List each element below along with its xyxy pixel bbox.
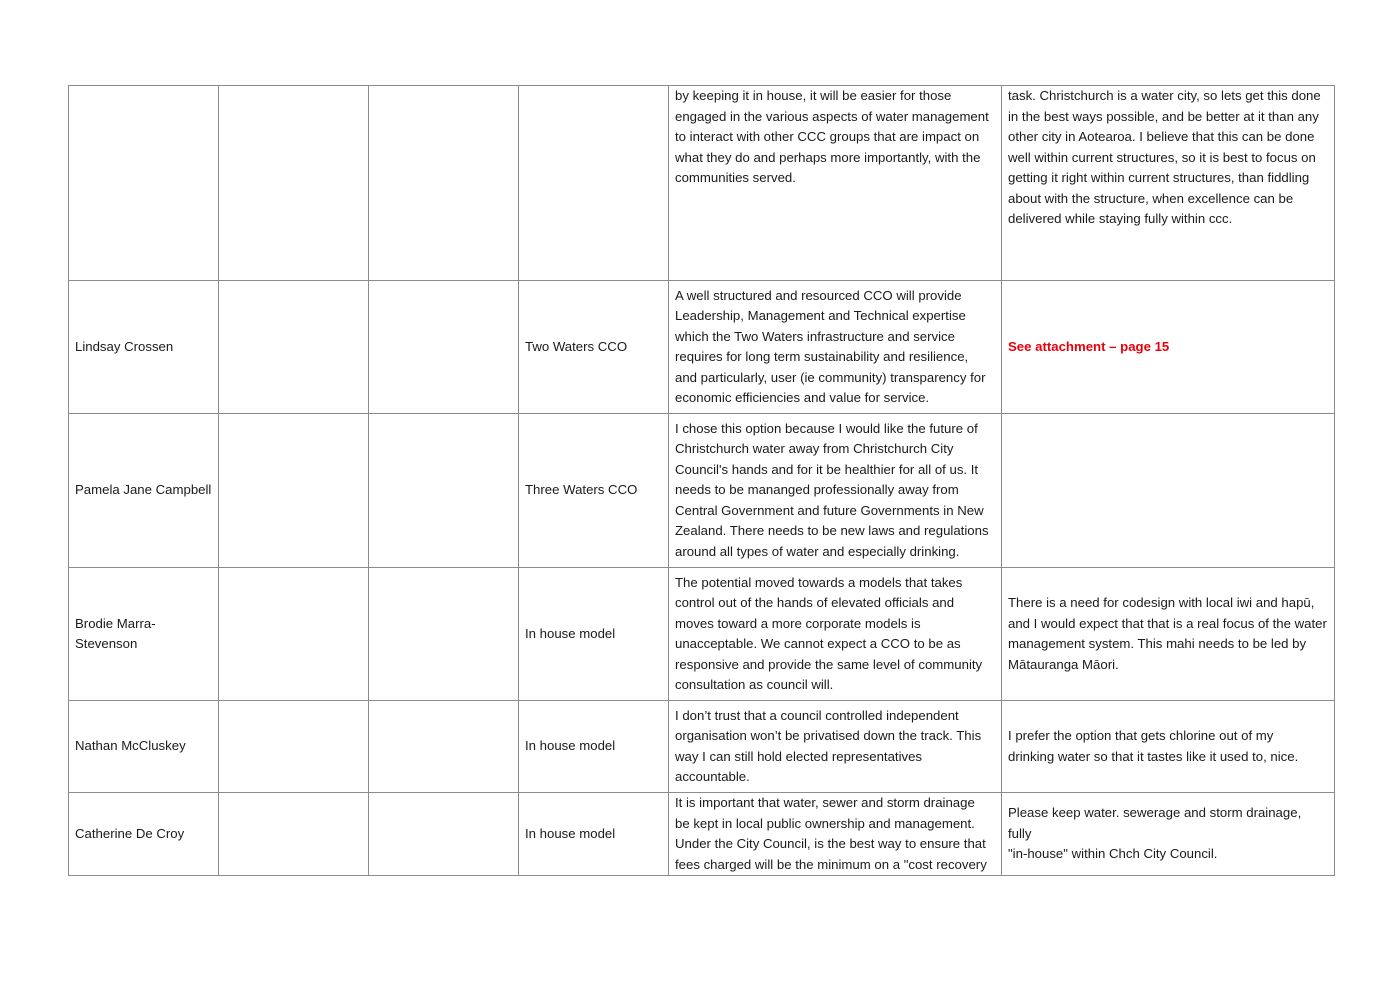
submissions-table	[68, 85, 1335, 876]
preferred-option-cell: Three Waters CCO	[519, 414, 669, 568]
preferred-option-cell	[519, 86, 669, 281]
table-row	[69, 701, 1335, 793]
comment-cell: There is a need for codesign with local iwi and hapū, and I would expect that that is a real focus of the water management system. This mahi needs to be led by Mātauranga Māori.	[1002, 568, 1335, 701]
empty-cell	[219, 414, 369, 568]
empty-cell	[369, 701, 519, 793]
table-row	[69, 414, 1335, 568]
submitter-name-cell: Nathan McCluskey	[69, 701, 219, 793]
table-row	[69, 86, 1335, 281]
preferred-option-cell: Two Waters CCO	[519, 281, 669, 414]
empty-cell	[219, 281, 369, 414]
reason-cell: I chose this option because I would like the future of Christchurch water away from Christchurch City Council's hands and for it be healthier for all of us. It needs to be mananged professionally away from Central Government and future Governments in New Zealand. There needs to be new laws and regulations around all types of water and especially drinking.	[669, 414, 1002, 568]
submitter-name-cell: Lindsay Crossen	[69, 281, 219, 414]
reason-cell: A well structured and resourced CCO will provide Leadership, Management and Technical expertise which the Two Waters infrastructure and service requires for long term sustainability and resilience, and particularly, user (ie community) transparency for economic efficiencies and value for service.	[669, 281, 1002, 414]
reason-cell: It is important that water, sewer and storm drainage be kept in local public ownership and management. Under the City Council, is the best way to ensure that fees charged will be the minimum on a "cost recovery	[669, 793, 1002, 876]
comment-cell: I prefer the option that gets chlorine out of my drinking water so that it tastes like it used to, nice.	[1002, 701, 1335, 793]
table-row	[69, 568, 1335, 701]
reason-cell: by keeping it in house, it will be easier for those engaged in the various aspects of water management to interact with other CCC groups that are impact on what they do and perhaps more importantly, with the communities served.	[669, 86, 1002, 281]
table-row	[69, 793, 1335, 876]
preferred-option-cell: In house model	[519, 793, 669, 876]
empty-cell	[219, 793, 369, 876]
submitter-name-cell	[69, 86, 219, 281]
attachment-reference: See attachment – page 15	[1008, 338, 1170, 354]
empty-cell	[369, 281, 519, 414]
reason-cell: I don’t trust that a council controlled independent organisation won’t be privatised down the track. This way I can still hold elected representatives accountable.	[669, 701, 1002, 793]
empty-cell	[369, 793, 519, 876]
empty-cell	[369, 86, 519, 281]
comment-cell	[1002, 414, 1335, 568]
submitter-name-cell: Pamela Jane Campbell	[69, 414, 219, 568]
submitter-name-cell: Brodie Marra- Stevenson	[69, 568, 219, 701]
reason-cell: The potential moved towards a models that takes control out of the hands of elevated officials and moves toward a more corporate models is unacceptable. We cannot expect a CCO to be as responsive and provide the same level of community consultation as council will.	[669, 568, 1002, 701]
comment-cell: Please keep water. sewerage and storm drainage, fully "in-house" within Chch City Council.	[1002, 793, 1335, 876]
empty-cell	[219, 86, 369, 281]
empty-cell	[219, 568, 369, 701]
empty-cell	[369, 568, 519, 701]
table-row	[69, 281, 1335, 414]
comment-cell	[1002, 281, 1335, 414]
empty-cell	[219, 701, 369, 793]
empty-cell	[369, 414, 519, 568]
submitter-name-cell: Catherine De Croy	[69, 793, 219, 876]
comment-cell: task. Christchurch is a water city, so lets get this done in the best ways possible, and be better at it than any other city in Aotearoa. I believe that this can be done well within current structures, so it is best to focus on getting it right within current structures, than fiddling about with the structure, when excellence can be delivered while staying fully within ccc.	[1002, 86, 1335, 281]
preferred-option-cell: In house model	[519, 568, 669, 701]
preferred-option-cell: In house model	[519, 701, 669, 793]
